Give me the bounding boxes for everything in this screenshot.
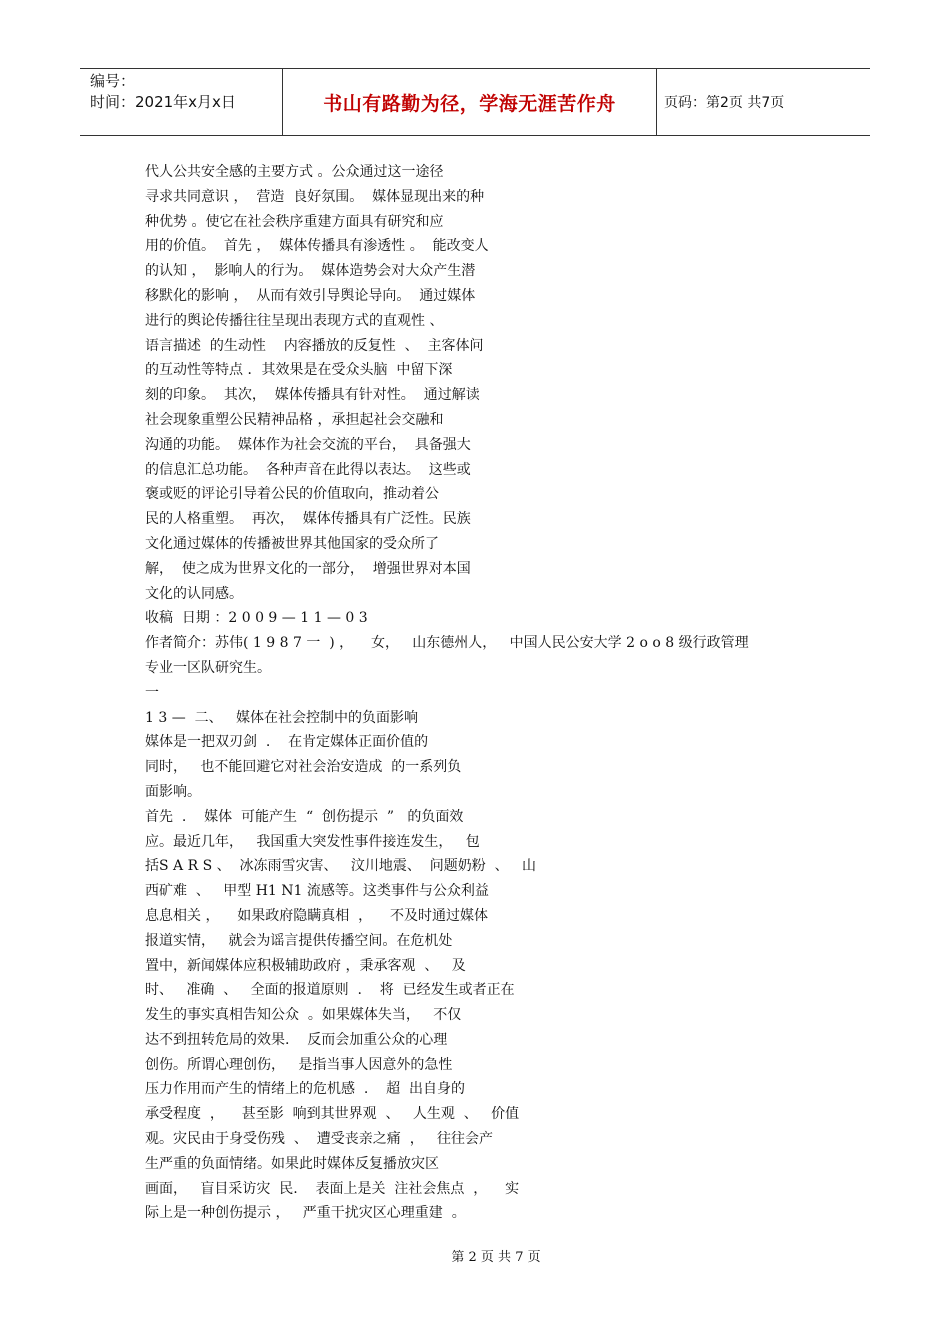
header-divider bbox=[656, 69, 657, 135]
text-line: 首先 . 媒体 可能产生 “ 创伤提示 ” 的负面效 bbox=[145, 808, 464, 825]
text-line: 际上是一种创伤提示 ， 严重干扰灾区心理重建 。 bbox=[145, 1205, 466, 1222]
text-line: 用的价值。 首先 ， 媒体传播具有渗透性 。 能改变人 bbox=[145, 238, 489, 255]
text-line: 同时， 也不能回避它对社会治安造成 的一系列负 bbox=[145, 759, 462, 776]
text-line: 刻的印象。 其次， 媒体传播具有针对性。 通过解读 bbox=[145, 387, 480, 404]
text-line: 专业一区队研究生。 bbox=[145, 659, 271, 676]
text-line: 移默化的影响 ， 从而有效引导舆论导向。 通过媒体 bbox=[145, 287, 476, 304]
text-line: 的互动性等特点 ．其效果是在受众头脑 中留下深 bbox=[145, 362, 453, 379]
page-footer: 第 2 页 共 7 页 bbox=[451, 1250, 541, 1265]
text-line: 一 bbox=[145, 684, 159, 701]
text-line: 息息相关 ， 如果政府隐瞒真相 ， 不及时通过媒体 bbox=[145, 907, 488, 924]
text-line: 画面， 盲目采访灾 民. 表面上是关 注社会焦点 ， 实 bbox=[145, 1180, 520, 1197]
text-line: 代人公共安全感的主要方式 。公众通过这一途径 bbox=[145, 164, 444, 180]
text-line: 社会现象重塑公民精神品格 ，承担起社会交融和 bbox=[145, 411, 444, 428]
text-line: 观。灾民由于身受伤残 、 遭受丧亲之痛 ， 往往会产 bbox=[145, 1131, 494, 1148]
text-line: 生严重的负面情绪。如果此时媒体反复播放灾区 bbox=[145, 1155, 439, 1172]
header-page-info: 页码：第2页 共7页 bbox=[664, 95, 785, 111]
text-line: 发生的事实真相告知公众 。如果媒体失当， 不仅 bbox=[145, 1007, 462, 1024]
date-label: 时间：2021年x月x日 bbox=[90, 93, 236, 111]
document-body bbox=[145, 160, 835, 1226]
text-line: 媒体是一把双刃剑 . 在肯定媒体正面价值的 bbox=[145, 734, 429, 751]
text-line: 应。最近几年， 我国重大突发性事件接连发生， 包 bbox=[145, 833, 480, 850]
text-line: 面影响。 bbox=[145, 783, 201, 800]
text-line: 置中，新闻媒体应积极辅助政府 ，秉承客观 、 及 bbox=[145, 957, 466, 974]
text-line: 收稿 日期 ：2 0 0 9 — 1 1 — 0 3 bbox=[145, 610, 368, 627]
text-line: 承受程度 ， 甚至影 响到其世界观 、 人生观 、 价值 bbox=[145, 1106, 520, 1123]
text-line: 文化的认同感。 bbox=[145, 585, 243, 602]
text-line: 沟通的功能。 媒体作为社会交流的平台， 具备强大 bbox=[145, 436, 471, 453]
text-line: 括S A R S 、 冰冻雨雪灾害、 汶川地震、 问题奶粉 、 山 bbox=[145, 858, 537, 875]
text-line: 达不到扭转危局的效果. 反而会加重公众的心理 bbox=[145, 1031, 448, 1048]
serial-number-label: 编号： bbox=[90, 72, 136, 90]
text-line: 1 3 — 二、 媒体在社会控制中的负面影响 bbox=[145, 709, 418, 726]
text-line: 进行的舆论传播往往呈现出表现方式的直观性 、 bbox=[145, 312, 444, 329]
text-line: 报道实情， 就会为谣言提供传播空间。在危机处 bbox=[145, 932, 453, 949]
text-line: 解， 使之成为世界文化的一部分， 增强世界对本国 bbox=[145, 560, 471, 577]
text-line: 时、 准确 、 全面的报道原则 . 将 已经发生或者正在 bbox=[145, 982, 515, 999]
text-line: 的信息汇总功能。 各种声音在此得以表达。 这些或 bbox=[145, 461, 471, 478]
text-line: 创伤。所谓心理创伤， 是指当事人因意外的急性 bbox=[145, 1056, 453, 1073]
text-line: 民的人格重塑。 再次， 媒体传播具有广泛性。民族 bbox=[145, 511, 471, 528]
text-line: 寻求共同意识 ， 营造 良好氛围。 媒体显现出来的种 bbox=[145, 188, 485, 205]
page-header bbox=[80, 68, 870, 136]
text-line: 文化通过媒体的传播被世界其他国家的受众所了 bbox=[145, 535, 439, 552]
text-line: 种优势 。使它在社会秩序重建方面具有研究和应 bbox=[145, 213, 444, 230]
text-line: 语言描述 的生动性 内容播放的反复性 、 主客体问 bbox=[145, 337, 484, 354]
text-line: 的认知 ， 影响人的行为。 媒体造势会对大众产生潜 bbox=[145, 263, 476, 280]
header-meta bbox=[90, 71, 284, 113]
header-motto: 书山有路勤为径，学海无涯苦作舟 bbox=[323, 92, 616, 115]
text-line: 褒或贬的评论引导着公民的价值取向，推动着公 bbox=[145, 486, 439, 503]
text-line: 作者简介：苏伟( 1 9 8 7 一 ) ， 女， 山东德州人， 中国人民公安大学 2 o o 8 级行政管理 bbox=[145, 635, 749, 652]
text-line: 西矿难 、 甲型 H1 N1 流感等。这类事件与公众利益 bbox=[145, 883, 489, 900]
text-line: 压力作用而产生的情绪上的危机感 . 超 出自身的 bbox=[145, 1081, 466, 1098]
